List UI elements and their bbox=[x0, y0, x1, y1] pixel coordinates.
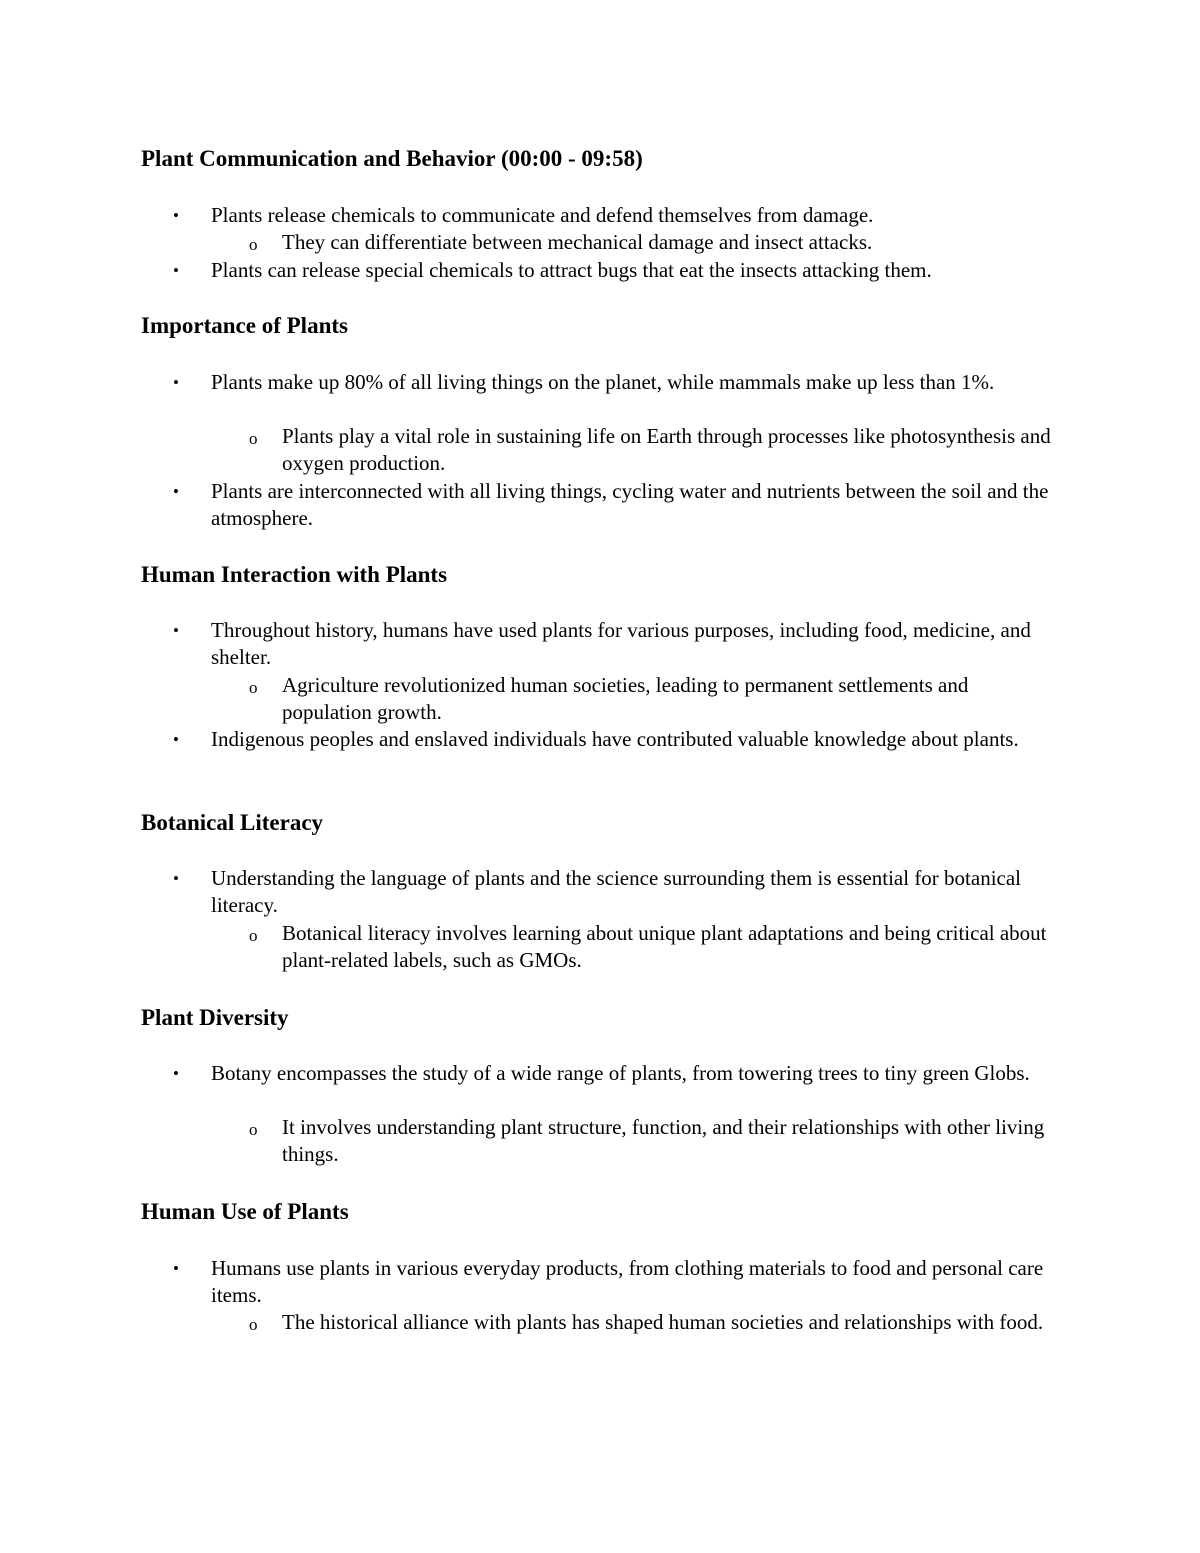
section-heading: Human Use of Plants bbox=[141, 1199, 349, 1224]
bullet-marker: • bbox=[173, 1259, 179, 1278]
bullet-item bbox=[173, 257, 1091, 284]
sub-bullet-item bbox=[249, 1309, 1062, 1336]
sub-bullet-item bbox=[249, 920, 1062, 974]
section-heading: Botanical Literacy bbox=[141, 810, 324, 835]
section-heading: Importance of Plants bbox=[141, 313, 348, 338]
bullet-text: Humans use plants in various everyday products, from clothing materials to food and personal care items. bbox=[211, 1256, 1044, 1308]
section-heading: Plant Communication and Behavior (00:00 - 09:58) bbox=[141, 146, 643, 171]
bullet-item bbox=[173, 726, 1061, 753]
sub-bullet-marker: o bbox=[249, 235, 258, 254]
sub-bullet-item bbox=[249, 672, 1062, 726]
bullet-text: Indigenous peoples and enslaved individuals have contributed valuable knowledge about plants. bbox=[211, 727, 1019, 751]
bullet-item bbox=[173, 369, 1061, 396]
section-heading: Human Interaction with Plants bbox=[141, 562, 448, 587]
bullet-text: Plants make up 80% of all living things on the planet, while mammals make up less than 1%. bbox=[211, 370, 995, 394]
sub-bullet-text: Agriculture revolutionized human societies, leading to permanent settlements and population growth. bbox=[282, 673, 969, 725]
sub-bullet-marker: o bbox=[249, 1315, 258, 1334]
bullet-text: Throughout history, humans have used plants for various purposes, including food, medicine, and shelter. bbox=[211, 618, 1031, 670]
sub-bullet-text: Botanical literacy involves learning about unique plant adaptations and being critical about plant-related labels, such as GMOs. bbox=[282, 921, 1047, 973]
bullet-marker: • bbox=[173, 373, 179, 392]
sub-bullet-marker: o bbox=[249, 926, 258, 945]
sub-bullet-item bbox=[249, 229, 1062, 256]
bullet-marker: • bbox=[173, 1064, 179, 1083]
bullet-marker: • bbox=[173, 730, 179, 749]
sub-bullet-marker: o bbox=[249, 1120, 258, 1139]
bullet-item bbox=[173, 1255, 1061, 1309]
sub-bullet-text: They can differentiate between mechanical damage and insect attacks. bbox=[282, 230, 873, 254]
section-heading: Plant Diversity bbox=[141, 1005, 289, 1030]
bullet-marker: • bbox=[173, 482, 179, 501]
bullet-item bbox=[173, 865, 1061, 919]
bullet-item bbox=[173, 1060, 1061, 1087]
sub-bullet-text: Plants play a vital role in sustaining life on Earth through processes like photosynthesis and oxygen production. bbox=[282, 424, 1051, 476]
bullet-marker: • bbox=[173, 869, 179, 888]
bullet-text: Plants are interconnected with all living things, cycling water and nutrients between the soil and the atmosphere. bbox=[211, 479, 1049, 531]
sub-bullet-item bbox=[249, 423, 1062, 477]
sub-bullet-text: The historical alliance with plants has shaped human societies and relationships with food. bbox=[282, 1310, 1044, 1334]
bullet-text: Understanding the language of plants and the science surrounding them is essential for botanical literacy. bbox=[211, 866, 1022, 918]
bullet-text: Plants can release special chemicals to attract bugs that eat the insects attacking them. bbox=[211, 258, 932, 282]
sub-bullet-item bbox=[249, 1114, 1062, 1168]
sub-bullet-text: It involves understanding plant structure, function, and their relationships with other living things. bbox=[282, 1115, 1045, 1167]
bullet-marker: • bbox=[173, 261, 179, 280]
sub-bullet-marker: o bbox=[249, 429, 258, 448]
bullet-item bbox=[173, 202, 1061, 229]
bullet-text: Botany encompasses the study of a wide range of plants, from towering trees to tiny green Globs. bbox=[211, 1061, 1030, 1085]
bullet-item bbox=[173, 478, 1061, 532]
bullet-item bbox=[173, 617, 1061, 671]
bullet-marker: • bbox=[173, 206, 179, 225]
sub-bullet-marker: o bbox=[249, 678, 258, 697]
bullet-text: Plants release chemicals to communicate and defend themselves from damage. bbox=[211, 203, 874, 227]
bullet-marker: • bbox=[173, 621, 179, 640]
